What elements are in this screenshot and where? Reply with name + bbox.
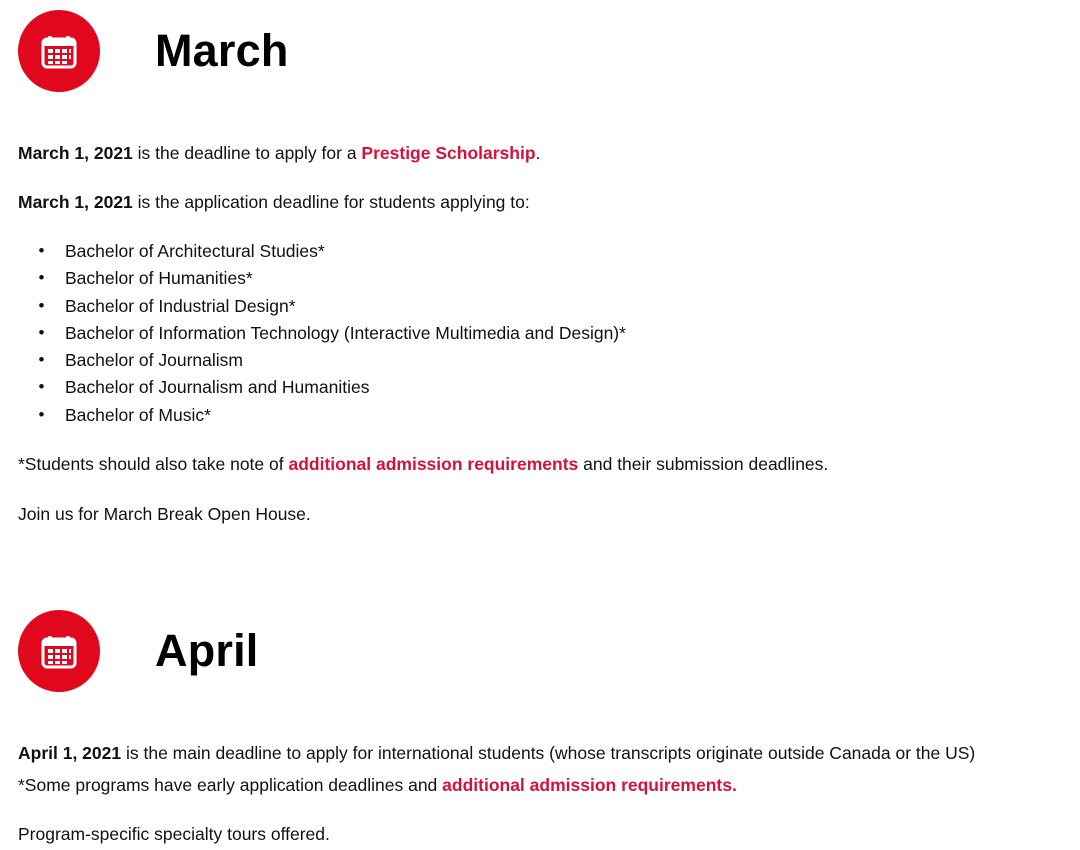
bullet-icon: •: [38, 241, 45, 260]
program-list: [18, 239, 626, 430]
march-scholarship-deadline: [18, 141, 540, 165]
list-item: [18, 294, 626, 321]
program-name: Bachelor of Industrial Design*: [65, 295, 296, 316]
program-name: Bachelor of Music*: [65, 404, 211, 425]
list-item: [18, 321, 626, 348]
bullet-icon: •: [38, 350, 45, 370]
additional-requirements-link[interactable]: additional admission requirements.: [442, 775, 737, 795]
deadline-date: March 1, 2021: [18, 143, 133, 163]
march-admission-note: [18, 452, 828, 476]
april-header: [18, 610, 259, 692]
program-name: Bachelor of Information Technology (Interactive Multimedia and Design)*: [65, 322, 626, 343]
list-item: [18, 403, 626, 430]
note-text-end: and their submission deadlines.: [578, 454, 829, 474]
list-item: [18, 266, 626, 293]
april-international-deadline: [18, 741, 975, 765]
march-header: [18, 10, 289, 92]
deadline-text: is the deadline to apply for a: [132, 143, 362, 163]
prestige-scholarship-link[interactable]: Prestige Scholarship: [361, 143, 536, 163]
program-name: Bachelor of Journalism: [65, 350, 243, 371]
deadline-date: April 1, 2021: [18, 743, 122, 763]
list-item: [18, 239, 626, 266]
program-name: Bachelor of Architectural Studies*: [65, 241, 325, 261]
april-tours: Program-specific specialty tours offered.: [18, 824, 330, 844]
note-text: *Students should also take note of: [18, 454, 289, 474]
month-title-april: April: [155, 625, 259, 676]
bullet-icon: •: [38, 404, 45, 424]
march-application-deadline: [18, 190, 530, 214]
list-item: [18, 375, 626, 402]
bullet-icon: •: [38, 322, 45, 342]
program-name: Bachelor of Humanities*: [65, 268, 253, 289]
bullet-icon: •: [38, 268, 45, 288]
program-name: Bachelor of Journalism and Humanities: [65, 377, 370, 398]
calendar-icon: [18, 610, 100, 692]
march-open-house: Join us for March Break Open House.: [18, 504, 311, 524]
april-admission-note: [18, 773, 737, 797]
deadline-date: March 1, 2021: [18, 192, 133, 212]
note-text: *Some programs have early application deadlines and: [18, 775, 443, 795]
additional-requirements-link[interactable]: additional admission requirements: [288, 454, 579, 474]
bullet-icon: •: [38, 377, 45, 397]
deadline-text: is the main deadline to apply for international students (whose transcripts originate outside Canada or the US): [121, 743, 976, 763]
calendar-icon: [18, 10, 100, 92]
bullet-icon: •: [38, 295, 45, 315]
list-item: [18, 348, 626, 375]
deadline-text: is the application deadline for students applying to:: [132, 192, 530, 212]
deadline-end: .: [535, 143, 541, 163]
month-title-march: March: [155, 25, 289, 76]
